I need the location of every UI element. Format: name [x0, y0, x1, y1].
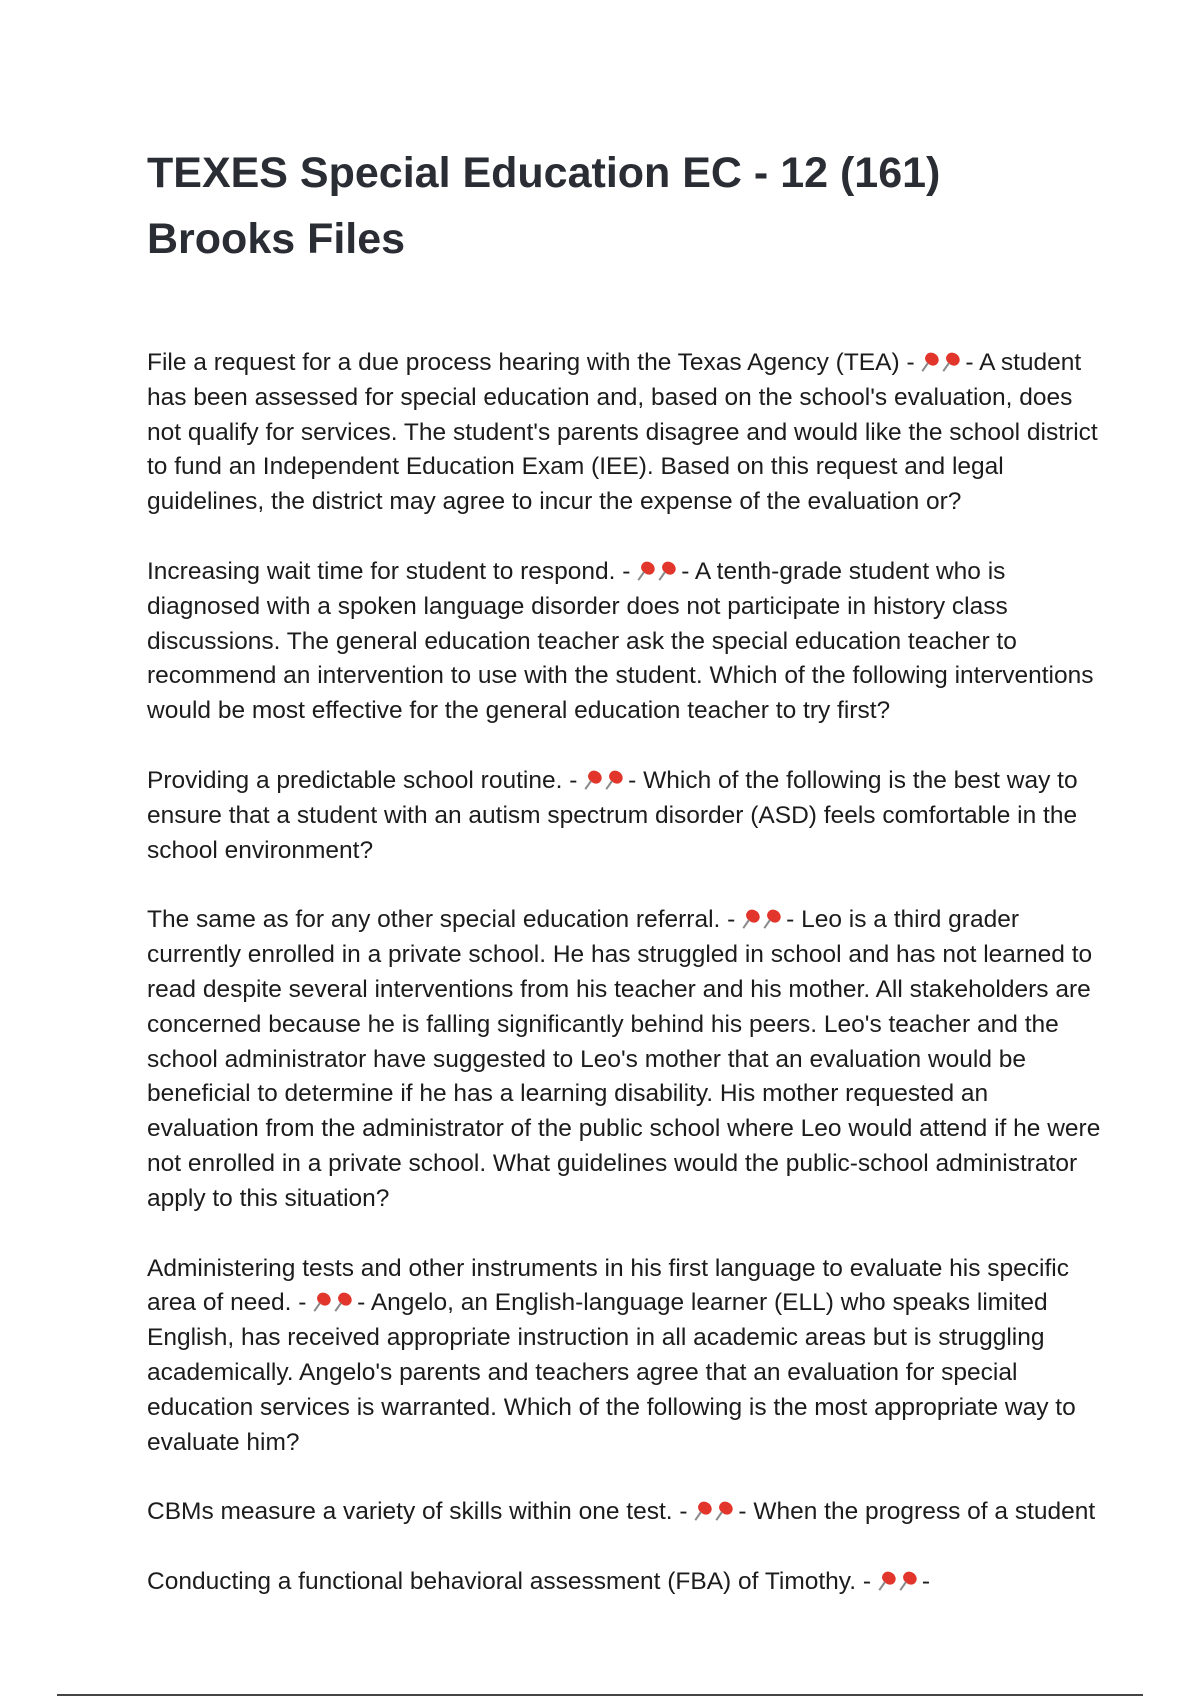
pushpin-icon	[743, 908, 761, 930]
separator: -	[786, 906, 795, 934]
answer-text: File a request for a due process hearing with the Texas Agency (TEA) -	[147, 349, 915, 376]
page-title	[147, 140, 1097, 272]
pushpin-icon	[695, 1500, 713, 1522]
pushpin-icon-pair	[695, 1495, 737, 1530]
pushpin-icon	[716, 1500, 734, 1522]
pushpin-icon	[943, 351, 961, 373]
answer-text: Conducting a functional behavioral assessment (FBA) of Timothy. -	[147, 1568, 871, 1596]
separator: -	[965, 349, 974, 376]
pushpin-icon	[900, 1570, 918, 1592]
answer-text: The same as for any other special education referral. -	[147, 906, 736, 934]
separator: -	[738, 1498, 747, 1526]
question-text: Which of the following is the best way to ensure that a student with an autism spectrum disorder (ASD) feels comfortable in the school environment?	[147, 766, 1078, 864]
pushpin-icon	[879, 1570, 897, 1592]
pushpin-icon	[314, 1291, 332, 1313]
separator: -	[681, 557, 690, 585]
pushpin-icon	[606, 769, 624, 791]
pushpin-icon	[764, 908, 782, 930]
pushpin-icon-pair	[743, 903, 785, 938]
pushpin-icon	[585, 769, 603, 791]
question-text: When the progress of a student	[753, 1498, 1096, 1526]
page-bottom-divider	[57, 1694, 1143, 1696]
question-text: Angelo, an English-language learner (ELL) who speaks limited English, has received appropriate instruction in all academic areas but is struggling academically. Angelo's parents and teachers agree that an evaluation for special education services is warranted. Which of the following is the most appropriate way to evaluate him?	[147, 1289, 1076, 1456]
answer-text: Providing a predictable school routine. -	[147, 766, 578, 794]
list-item	[147, 1252, 1102, 1461]
pushpin-icon-pair	[922, 346, 964, 381]
pushpin-icon	[659, 560, 677, 582]
title-line-1: TEXES Special Education EC - 12 (161)	[147, 149, 941, 197]
question-text: A tenth-grade student who is diagnosed with a spoken language disorder does not participate in history class discussions. The general education teacher ask the special education teacher to recommend an intervention to use with the student. Which of the following interventions would be most effective for the general education teacher to try first?	[147, 557, 1094, 725]
separator: -	[921, 1568, 930, 1596]
title-line-2: Brooks Files	[147, 215, 406, 263]
list-item	[147, 346, 1102, 520]
pushpin-icon-pair	[638, 555, 680, 590]
pushpin-icon-pair	[879, 1565, 921, 1600]
question-text: A student has been assessed for special education and, based on the school's evaluation, does not qualify for services. The student's parents disagree and would like the school district to fund an Independent Education Exam (IEE). Based on this request and legal guidelines, the district may agree to incur the expense of the evaluation or?	[147, 349, 1098, 516]
separator: -	[628, 766, 637, 794]
flashcard-list	[147, 346, 1102, 1635]
separator: -	[357, 1289, 366, 1317]
list-item	[147, 903, 1102, 1216]
pushpin-icon-pair	[314, 1286, 356, 1321]
pushpin-icon	[922, 351, 940, 373]
pushpin-icon	[638, 560, 656, 582]
pushpin-icon-pair	[585, 764, 627, 799]
question-text: Leo is a third grader currently enrolled in a private school. He has struggled in school and has not learned to read despite several interventions from his teacher and his mother. All stakeholders are concerned because he is falling significantly behind his peers. Leo's teacher and the school administrator have suggested to Leo's mother that an evaluation would be beneficial to determine if he has a learning disability. His mother requested an evaluation from the administrator of the public school where Leo would attend if he were not enrolled in a private school. What guidelines would the public-school administrator apply to this situation?	[147, 906, 1101, 1212]
answer-text: CBMs measure a variety of skills within one test. -	[147, 1498, 688, 1526]
list-item	[147, 1495, 1102, 1530]
list-item	[147, 555, 1102, 729]
answer-text: Administering tests and other instruments in his first language to evaluate his specific area of need. -	[147, 1254, 1069, 1317]
list-item	[147, 764, 1102, 868]
answer-text: Increasing wait time for student to respond. -	[147, 557, 631, 585]
pushpin-icon	[335, 1291, 353, 1313]
list-item	[147, 1565, 1102, 1600]
